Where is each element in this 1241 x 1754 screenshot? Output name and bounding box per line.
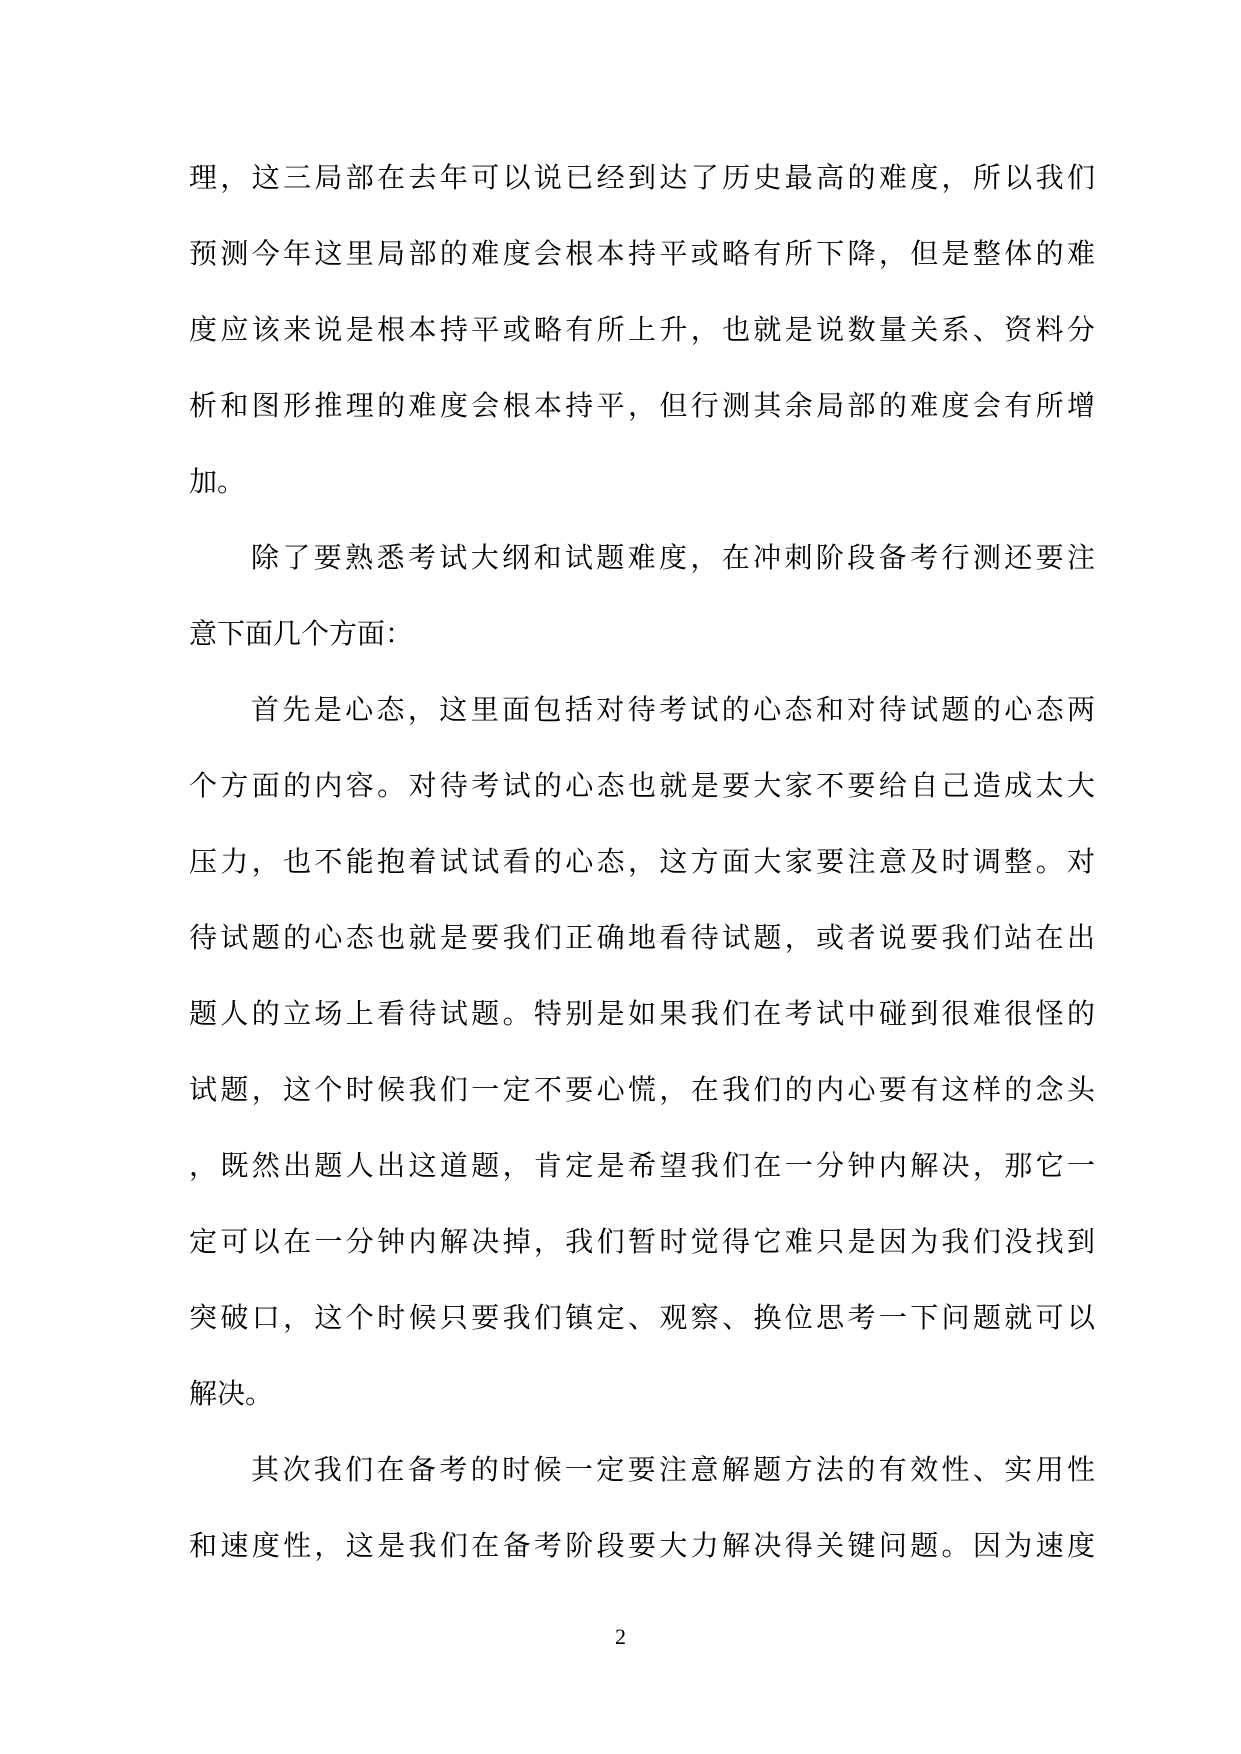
text-line: ，既然出题人出这道题，肯定是希望我们在一分钟内解决，那它一 [189, 1151, 1095, 1182]
page-text-body [189, 141, 1095, 1585]
text-line: 其次我们在备考的时候一定要注意解题方法的有效性、实用性 [251, 1455, 1095, 1486]
text-line: 压力，也不能抱着试试看的心态，这方面大家要注意及时调整。对 [189, 847, 1095, 878]
text-line: 试题，这个时候我们一定不要心慌，在我们的内心要有这样的念头 [189, 1075, 1095, 1106]
page-number: 2 [615, 1624, 626, 1649]
text-line: 意下面几个方面： [189, 619, 414, 650]
text-line: 析和图形推理的难度会根本持平，但行测其余局部的难度会有所增 [189, 391, 1095, 422]
text-line: 待试题的心态也就是要我们正确地看待试题，或者说要我们站在出 [189, 923, 1095, 954]
text-line: 个方面的内容。对待考试的心态也就是要大家不要给自己造成太大 [189, 771, 1095, 802]
text-line: 理，这三局部在去年可以说已经到达了历史最高的难度，所以我们 [189, 163, 1095, 194]
text-line: 加。 [189, 467, 246, 498]
text-line: 除了要熟悉考试大纲和试题难度，在冲刺阶段备考行测还要注 [251, 543, 1095, 574]
text-line: 和速度性，这是我们在备考阶段要大力解决得关键问题。因为速度 [189, 1531, 1095, 1562]
text-line: 题人的立场上看待试题。特别是如果我们在考试中碰到很难很怪的 [189, 999, 1095, 1030]
text-line: 突破口，这个时候只要我们镇定、观察、换位思考一下问题就可以 [189, 1303, 1095, 1334]
text-line: 度应该来说是根本持平或略有所上升，也就是说数量关系、资料分 [189, 315, 1095, 346]
text-line: 预测今年这里局部的难度会根本持平或略有所下降，但是整体的难 [189, 239, 1095, 270]
text-line: 首先是心态，这里面包括对待考试的心态和对待试题的心态两 [251, 695, 1095, 726]
text-line: 解决。 [189, 1379, 274, 1410]
text-line: 定可以在一分钟内解决掉，我们暂时觉得它难只是因为我们没找到 [189, 1227, 1095, 1258]
